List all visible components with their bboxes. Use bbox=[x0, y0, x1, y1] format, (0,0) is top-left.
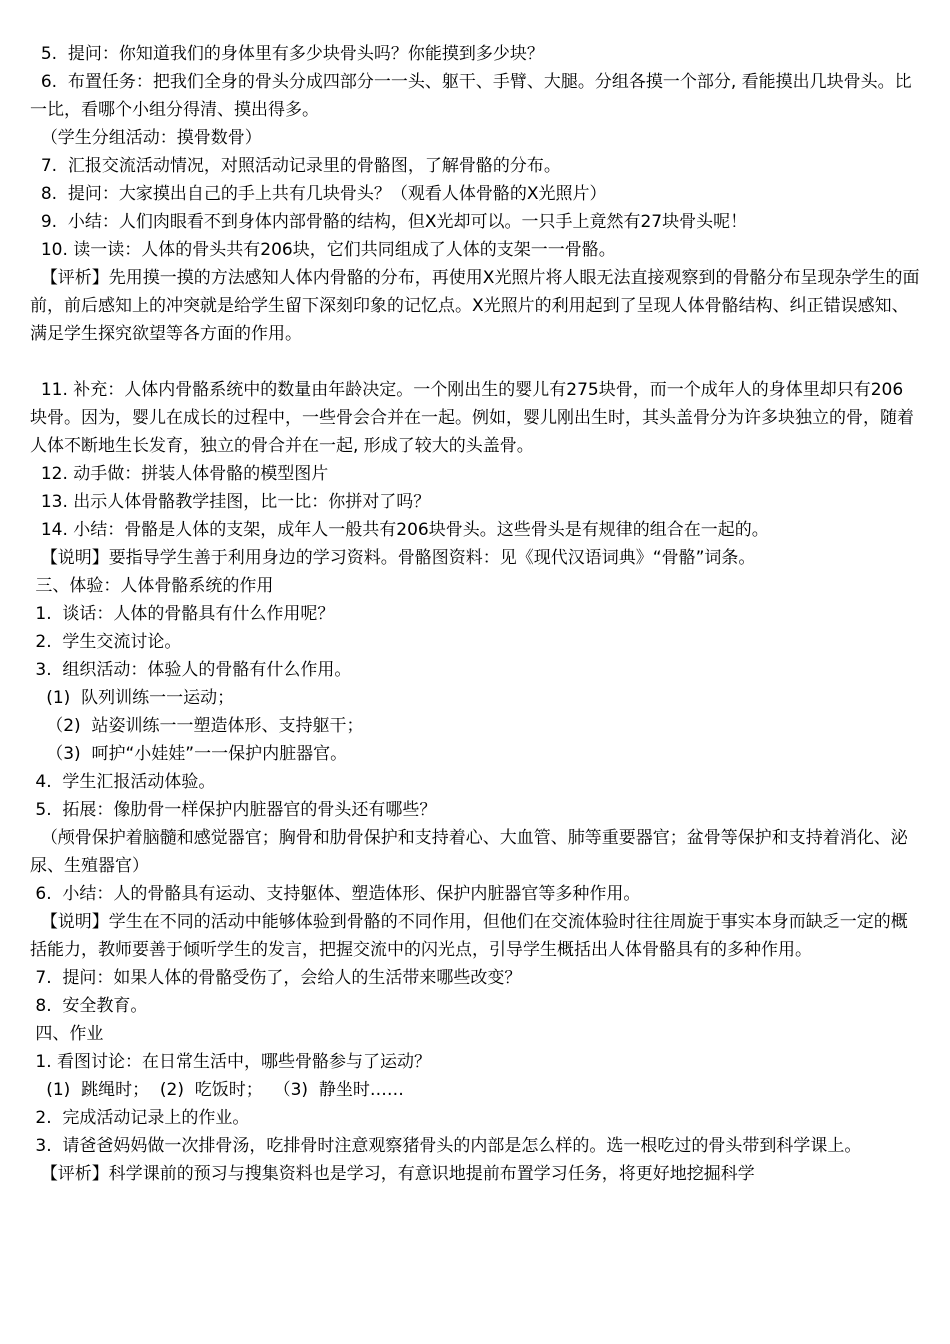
group-activity-note: （学生分组活动：摸骨数骨） bbox=[30, 128, 262, 148]
homework-item-1: 1. 看图讨论：在日常生活中，哪些骨骼参与了运动？ bbox=[30, 1052, 432, 1072]
activity-sub-1: (1) 队列训练一一运动； bbox=[30, 688, 235, 708]
activity-sub-2: （2) 站姿训练一一塑造体形、支持躯干； bbox=[30, 716, 364, 736]
note-paragraph-2: 【说明】学生在不同的活动中能够体验到骨骼的不同作用，但他们在交流体验时往往周旋于事实本身而缺乏一定的概括能力，教师要善于倾听学生的发言，把握交流中的闪光点，引导学生概括出人体骨骼具有的多种作用。 bbox=[30, 912, 908, 960]
homework-sub-items: (1) 跳绳时； (2) 吃饭时； （3) 静坐时…… bbox=[30, 1080, 404, 1100]
section-3-item-1: 1. 谈话：人体的骨骼具有什么作用呢？ bbox=[30, 604, 335, 624]
extension-answer: （颅骨保护着脑髓和感觉器官；胸骨和肋骨保护和支持着心、大血管、肺等重要器官；盆骨等保护和支持着消化、泌尿、生殖器官） bbox=[30, 828, 908, 876]
activity-sub-3: （3) 呵护“小娃娃”一一保护内脏器官。 bbox=[30, 744, 348, 764]
step-14-summary: 14. 小结：骨骼是人体的支架，成年人一般共有206块骨头。这些骨头是有规律的组合在一起的。 bbox=[30, 520, 769, 540]
step-12-hands-on: 12. 动手做：拼装人体骨骼的模型图片 bbox=[30, 464, 329, 484]
section-3-item-6: 6. 小结：人的骨骼具有运动、支持躯体、塑造体形、保护内脏器官等多种作用。 bbox=[30, 884, 641, 904]
paragraph-gap bbox=[30, 348, 920, 376]
comment-paragraph-2: 【评析】科学课前的预习与搜集资料也是学习，有意识地提前布置学习任务，将更好地挖掘科学 bbox=[30, 1164, 755, 1184]
comment-paragraph-1: 【评析】先用摸一摸的方法感知人体内骨骼的分布，再使用X光照片将人眼无法直接观察到的骨骼分布呈现杂学生的面前，前后感知上的冲突就是给学生留下深刻印象的记忆点。X光照片的利用起到了呈现人体骨骼结构、纠正错误感知、满足学生探究欲望等各方面的作用。 bbox=[30, 268, 920, 344]
note-paragraph-1: 【说明】要指导学生善于利用身边的学习资料。骨骼图资料：见《现代汉语词典》“骨骼”词条。 bbox=[30, 548, 756, 568]
section-3-heading: 三、体验：人体骨骼系统的作用 bbox=[30, 576, 274, 596]
section-3-item-7: 7. 提问：如果人体的骨骼受伤了，会给人的生活带来哪些改变？ bbox=[30, 968, 522, 988]
step-7-report: 7. 汇报交流活动情况，对照活动记录里的骨骼图，了解骨骼的分布。 bbox=[30, 156, 561, 176]
step-11-supplement: 11. 补充：人体内骨骼系统中的数量由年龄决定。一个刚出生的婴儿有275块骨，而一个成年人的身体里却只有206块骨。因为，婴儿在成长的过程中，一些骨会合并在一起。例如，婴儿刚出生时，其头盖骨分为许多块独立的骨，随着人体不断地生长发育，独立的骨合并在一起, 形成了较大的头盖骨。 bbox=[30, 380, 914, 456]
section-3-item-5: 5. 拓展：像肋骨一样保护内脏器官的骨头还有哪些？ bbox=[30, 800, 437, 820]
step-8-question: 8. 提问：大家摸出自己的手上共有几块骨头？（观看人体骨骼的X光照片） bbox=[30, 184, 607, 204]
step-10-reading: 10. 读一读：人体的骨头共有206块，它们共同组成了人体的支架一一骨骼。 bbox=[30, 240, 616, 260]
section-3-item-8: 8. 安全教育。 bbox=[30, 996, 148, 1016]
section-4-heading: 四、作业 bbox=[30, 1024, 104, 1044]
homework-item-2: 2. 完成活动记录上的作业。 bbox=[30, 1108, 250, 1128]
step-5-question: 5. 提问：你知道我们的身体里有多少块骨头吗？你能摸到多少块？ bbox=[30, 44, 544, 64]
section-3-item-3: 3. 组织活动：体验人的骨骼有什么作用。 bbox=[30, 660, 352, 680]
step-9-summary: 9. 小结：人们肉眼看不到身体内部骨骼的结构，但X光却可以。一只手上竟然有27块骨头呢！ bbox=[30, 212, 748, 232]
step-13-wall-chart: 13. 出示人体骨骼教学挂图，比一比：你拼对了吗？ bbox=[30, 492, 431, 512]
section-3-item-4: 4. 学生汇报活动体验。 bbox=[30, 772, 216, 792]
section-3-item-2: 2. 学生交流讨论。 bbox=[30, 632, 182, 652]
step-6-task: 6. 布置任务：把我们全身的骨头分成四部分一一头、躯干、手臂、大腿。分组各摸一个部分, 看能摸出几块骨头。比一比，看哪个小组分得清、摸出得多。 bbox=[30, 72, 912, 120]
homework-item-3: 3. 请爸爸妈妈做一次排骨汤，吃排骨时注意观察猪骨头的内部是怎么样的。选一根吃过的骨头带到科学课上。 bbox=[30, 1136, 862, 1156]
